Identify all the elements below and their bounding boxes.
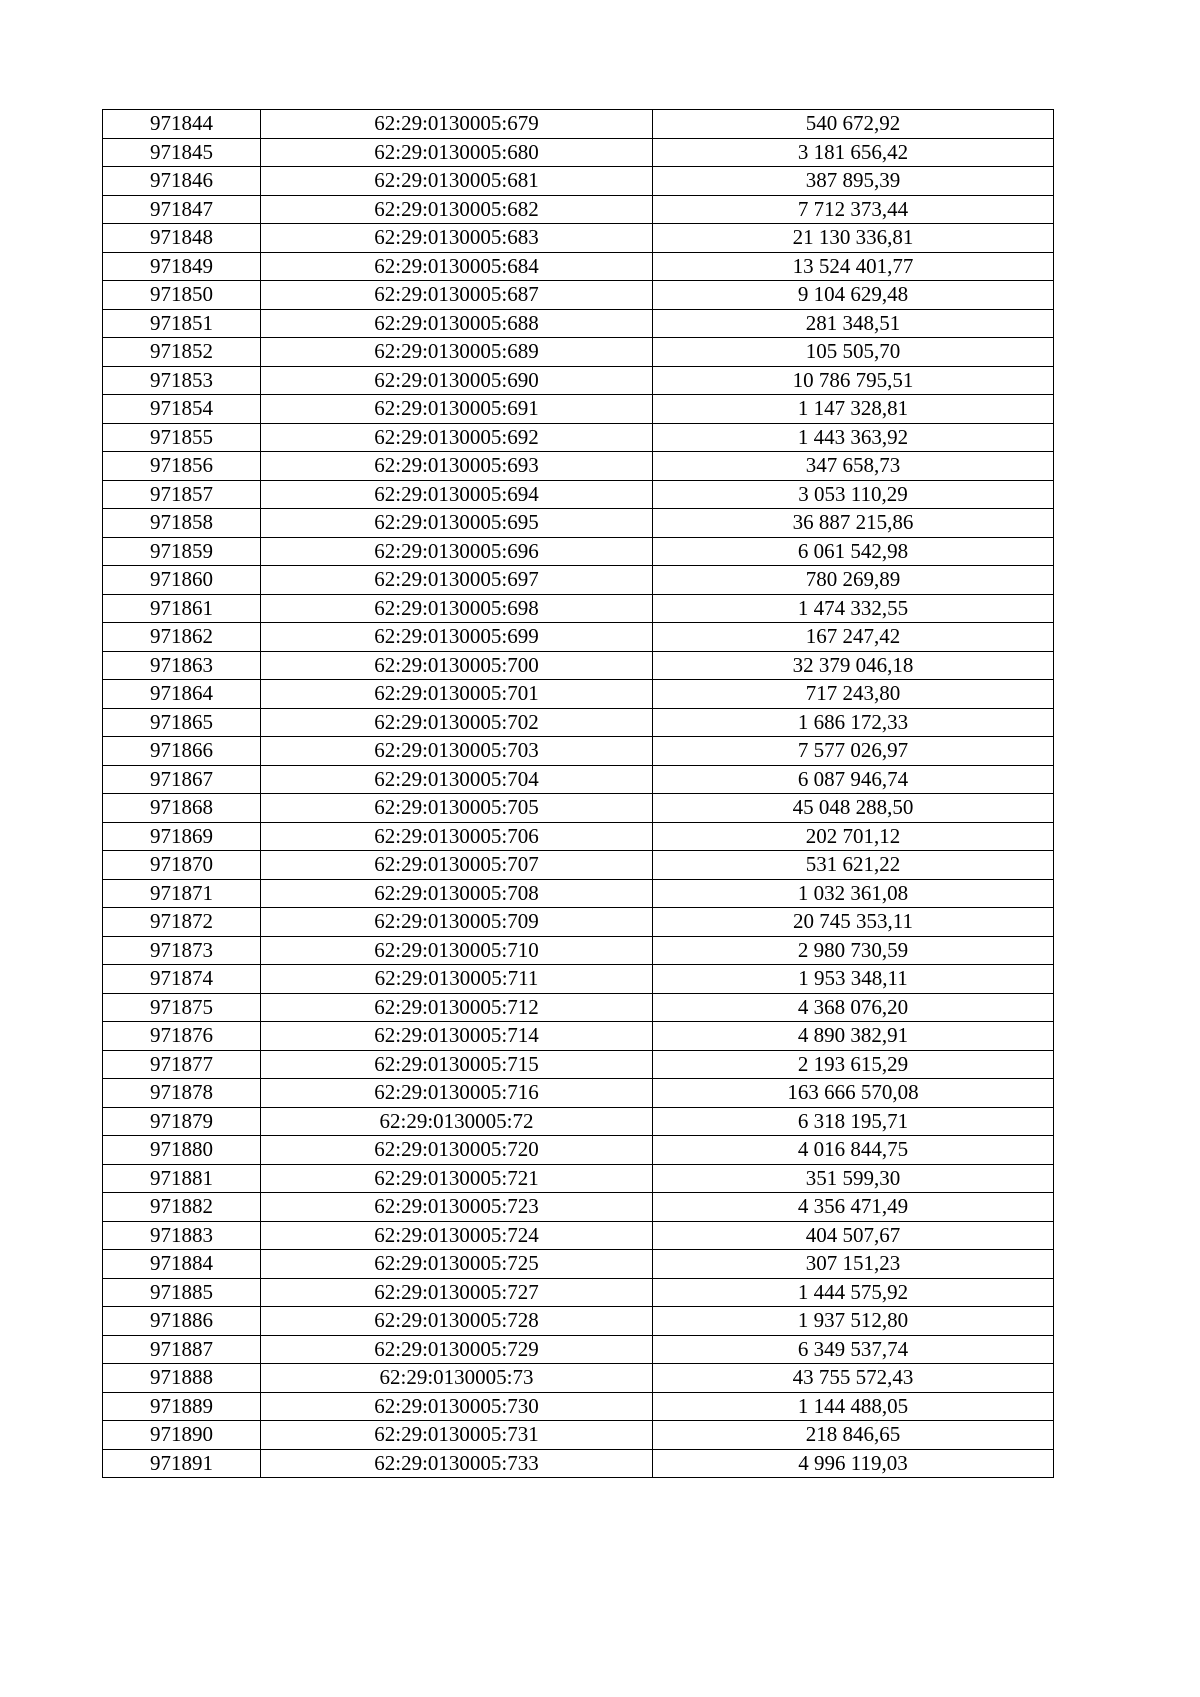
table-row — [103, 537, 1054, 566]
row-number-cell: 971846 — [103, 167, 261, 196]
table-row — [103, 1278, 1054, 1307]
table-row — [103, 224, 1054, 253]
cadastral-value-cell: 105 505,70 — [653, 338, 1054, 367]
row-number-cell: 971890 — [103, 1421, 261, 1450]
table-row — [103, 395, 1054, 424]
row-number-cell: 971856 — [103, 452, 261, 481]
cadastral-number-cell: 62:29:0130005:681 — [261, 167, 653, 196]
table-row — [103, 1250, 1054, 1279]
cadastral-number-cell: 62:29:0130005:706 — [261, 822, 653, 851]
table-row — [103, 452, 1054, 481]
row-number-cell: 971851 — [103, 309, 261, 338]
cadastral-number-cell: 62:29:0130005:716 — [261, 1079, 653, 1108]
cadastral-value-cell: 6 061 542,98 — [653, 537, 1054, 566]
row-number-cell: 971847 — [103, 195, 261, 224]
cadastral-number-cell: 62:29:0130005:692 — [261, 423, 653, 452]
cadastral-value-cell: 36 887 215,86 — [653, 509, 1054, 538]
row-number-cell: 971868 — [103, 794, 261, 823]
table-row — [103, 765, 1054, 794]
cadastral-number-cell: 62:29:0130005:730 — [261, 1392, 653, 1421]
table-row — [103, 1079, 1054, 1108]
cadastral-number-cell: 62:29:0130005:698 — [261, 594, 653, 623]
table-row — [103, 1221, 1054, 1250]
cadastral-number-cell: 62:29:0130005:689 — [261, 338, 653, 367]
row-number-cell: 971880 — [103, 1136, 261, 1165]
cadastral-number-cell: 62:29:0130005:733 — [261, 1449, 653, 1478]
cadastral-number-cell: 62:29:0130005:700 — [261, 651, 653, 680]
cadastral-value-cell: 4 890 382,91 — [653, 1022, 1054, 1051]
cadastral-number-cell: 62:29:0130005:720 — [261, 1136, 653, 1165]
table-row — [103, 110, 1054, 139]
cadastral-value-cell: 717 243,80 — [653, 680, 1054, 709]
row-number-cell: 971887 — [103, 1335, 261, 1364]
cadastral-value-cell: 6 349 537,74 — [653, 1335, 1054, 1364]
table-row — [103, 1022, 1054, 1051]
cadastral-number-cell: 62:29:0130005:714 — [261, 1022, 653, 1051]
cadastral-number-cell: 62:29:0130005:691 — [261, 395, 653, 424]
cadastral-number-cell: 62:29:0130005:728 — [261, 1307, 653, 1336]
row-number-cell: 971857 — [103, 480, 261, 509]
cadastral-value-cell: 540 672,92 — [653, 110, 1054, 139]
row-number-cell: 971849 — [103, 252, 261, 281]
cadastral-value-cell: 404 507,67 — [653, 1221, 1054, 1250]
table-row — [103, 708, 1054, 737]
table-row — [103, 1307, 1054, 1336]
table-row — [103, 1107, 1054, 1136]
cadastral-value-cell: 387 895,39 — [653, 167, 1054, 196]
cadastral-value-cell: 6 087 946,74 — [653, 765, 1054, 794]
table-row — [103, 851, 1054, 880]
table-row — [103, 138, 1054, 167]
cadastral-value-cell: 9 104 629,48 — [653, 281, 1054, 310]
cadastral-number-cell: 62:29:0130005:724 — [261, 1221, 653, 1250]
table-row — [103, 651, 1054, 680]
cadastral-number-cell: 62:29:0130005:72 — [261, 1107, 653, 1136]
row-number-cell: 971865 — [103, 708, 261, 737]
cadastral-value-cell: 163 666 570,08 — [653, 1079, 1054, 1108]
table-row — [103, 822, 1054, 851]
cadastral-number-cell: 62:29:0130005:690 — [261, 366, 653, 395]
row-number-cell: 971860 — [103, 566, 261, 595]
table-row — [103, 1136, 1054, 1165]
table-row — [103, 594, 1054, 623]
table-row — [103, 366, 1054, 395]
row-number-cell: 971863 — [103, 651, 261, 680]
cadastral-value-cell: 1 953 348,11 — [653, 965, 1054, 994]
cadastral-value-cell: 1 686 172,33 — [653, 708, 1054, 737]
table-row — [103, 879, 1054, 908]
table-row — [103, 1335, 1054, 1364]
table-row — [103, 1364, 1054, 1393]
row-number-cell: 971883 — [103, 1221, 261, 1250]
table-row — [103, 338, 1054, 367]
cadastral-value-cell: 307 151,23 — [653, 1250, 1054, 1279]
cadastral-number-cell: 62:29:0130005:715 — [261, 1050, 653, 1079]
row-number-cell: 971867 — [103, 765, 261, 794]
cadastral-number-cell: 62:29:0130005:699 — [261, 623, 653, 652]
cadastral-number-cell: 62:29:0130005:695 — [261, 509, 653, 538]
table-row — [103, 566, 1054, 595]
cadastral-value-cell: 13 524 401,77 — [653, 252, 1054, 281]
row-number-cell: 971881 — [103, 1164, 261, 1193]
table-body — [103, 110, 1054, 1478]
row-number-cell: 971872 — [103, 908, 261, 937]
cadastral-value-cell: 1 474 332,55 — [653, 594, 1054, 623]
cadastral-value-cell: 1 032 361,08 — [653, 879, 1054, 908]
table-row — [103, 737, 1054, 766]
cadastral-value-cell: 1 444 575,92 — [653, 1278, 1054, 1307]
table-row — [103, 680, 1054, 709]
cadastral-value-cell: 780 269,89 — [653, 566, 1054, 595]
cadastral-value-table — [102, 109, 1054, 1478]
cadastral-number-cell: 62:29:0130005:727 — [261, 1278, 653, 1307]
cadastral-value-cell: 4 368 076,20 — [653, 993, 1054, 1022]
table-row — [103, 281, 1054, 310]
cadastral-number-cell: 62:29:0130005:693 — [261, 452, 653, 481]
row-number-cell: 971878 — [103, 1079, 261, 1108]
cadastral-number-cell: 62:29:0130005:709 — [261, 908, 653, 937]
row-number-cell: 971885 — [103, 1278, 261, 1307]
cadastral-value-cell: 4 356 471,49 — [653, 1193, 1054, 1222]
row-number-cell: 971884 — [103, 1250, 261, 1279]
row-number-cell: 971854 — [103, 395, 261, 424]
cadastral-number-cell: 62:29:0130005:701 — [261, 680, 653, 709]
row-number-cell: 971877 — [103, 1050, 261, 1079]
row-number-cell: 971862 — [103, 623, 261, 652]
row-number-cell: 971882 — [103, 1193, 261, 1222]
row-number-cell: 971889 — [103, 1392, 261, 1421]
row-number-cell: 971844 — [103, 110, 261, 139]
row-number-cell: 971864 — [103, 680, 261, 709]
cadastral-value-cell: 281 348,51 — [653, 309, 1054, 338]
cadastral-number-cell: 62:29:0130005:683 — [261, 224, 653, 253]
cadastral-number-cell: 62:29:0130005:688 — [261, 309, 653, 338]
cadastral-value-cell: 20 745 353,11 — [653, 908, 1054, 937]
cadastral-value-cell: 3 181 656,42 — [653, 138, 1054, 167]
cadastral-value-cell: 7 577 026,97 — [653, 737, 1054, 766]
row-number-cell: 971859 — [103, 537, 261, 566]
cadastral-value-cell: 218 846,65 — [653, 1421, 1054, 1450]
cadastral-number-cell: 62:29:0130005:704 — [261, 765, 653, 794]
cadastral-value-cell: 1 937 512,80 — [653, 1307, 1054, 1336]
row-number-cell: 971850 — [103, 281, 261, 310]
cadastral-number-cell: 62:29:0130005:694 — [261, 480, 653, 509]
cadastral-number-cell: 62:29:0130005:711 — [261, 965, 653, 994]
table-row — [103, 1449, 1054, 1478]
cadastral-value-cell: 10 786 795,51 — [653, 366, 1054, 395]
table-row — [103, 1164, 1054, 1193]
cadastral-number-cell: 62:29:0130005:710 — [261, 936, 653, 965]
cadastral-number-cell: 62:29:0130005:721 — [261, 1164, 653, 1193]
row-number-cell: 971855 — [103, 423, 261, 452]
cadastral-value-cell: 6 318 195,71 — [653, 1107, 1054, 1136]
cadastral-number-cell: 62:29:0130005:725 — [261, 1250, 653, 1279]
table-row — [103, 936, 1054, 965]
table-row — [103, 423, 1054, 452]
row-number-cell: 971853 — [103, 366, 261, 395]
row-number-cell: 971871 — [103, 879, 261, 908]
row-number-cell: 971870 — [103, 851, 261, 880]
row-number-cell: 971875 — [103, 993, 261, 1022]
table-row — [103, 195, 1054, 224]
cadastral-number-cell: 62:29:0130005:680 — [261, 138, 653, 167]
cadastral-number-cell: 62:29:0130005:705 — [261, 794, 653, 823]
row-number-cell: 971866 — [103, 737, 261, 766]
cadastral-value-cell: 2 980 730,59 — [653, 936, 1054, 965]
cadastral-number-cell: 62:29:0130005:712 — [261, 993, 653, 1022]
row-number-cell: 971886 — [103, 1307, 261, 1336]
cadastral-number-cell: 62:29:0130005:697 — [261, 566, 653, 595]
cadastral-number-cell: 62:29:0130005:731 — [261, 1421, 653, 1450]
cadastral-number-cell: 62:29:0130005:687 — [261, 281, 653, 310]
cadastral-number-cell: 62:29:0130005:703 — [261, 737, 653, 766]
table-row — [103, 1421, 1054, 1450]
row-number-cell: 971876 — [103, 1022, 261, 1051]
cadastral-value-cell: 21 130 336,81 — [653, 224, 1054, 253]
table-row — [103, 623, 1054, 652]
table-row — [103, 965, 1054, 994]
cadastral-value-cell: 32 379 046,18 — [653, 651, 1054, 680]
cadastral-value-cell: 43 755 572,43 — [653, 1364, 1054, 1393]
cadastral-number-cell: 62:29:0130005:729 — [261, 1335, 653, 1364]
table-row — [103, 794, 1054, 823]
row-number-cell: 971879 — [103, 1107, 261, 1136]
row-number-cell: 971845 — [103, 138, 261, 167]
table-row — [103, 309, 1054, 338]
row-number-cell: 971891 — [103, 1449, 261, 1478]
cadastral-value-cell: 351 599,30 — [653, 1164, 1054, 1193]
cadastral-number-cell: 62:29:0130005:73 — [261, 1364, 653, 1393]
cadastral-value-cell: 202 701,12 — [653, 822, 1054, 851]
cadastral-value-cell: 2 193 615,29 — [653, 1050, 1054, 1079]
row-number-cell: 971858 — [103, 509, 261, 538]
cadastral-value-cell: 1 144 488,05 — [653, 1392, 1054, 1421]
row-number-cell: 971874 — [103, 965, 261, 994]
table-row — [103, 252, 1054, 281]
cadastral-value-cell: 4 016 844,75 — [653, 1136, 1054, 1165]
table-row — [103, 993, 1054, 1022]
table-row — [103, 1193, 1054, 1222]
row-number-cell: 971888 — [103, 1364, 261, 1393]
cadastral-number-cell: 62:29:0130005:696 — [261, 537, 653, 566]
cadastral-value-cell: 7 712 373,44 — [653, 195, 1054, 224]
table-row — [103, 480, 1054, 509]
table-row — [103, 167, 1054, 196]
cadastral-value-cell: 1 443 363,92 — [653, 423, 1054, 452]
cadastral-number-cell: 62:29:0130005:708 — [261, 879, 653, 908]
cadastral-value-cell: 1 147 328,81 — [653, 395, 1054, 424]
cadastral-value-cell: 167 247,42 — [653, 623, 1054, 652]
cadastral-value-cell: 45 048 288,50 — [653, 794, 1054, 823]
table-row — [103, 509, 1054, 538]
table-row — [103, 1392, 1054, 1421]
cadastral-number-cell: 62:29:0130005:682 — [261, 195, 653, 224]
cadastral-value-cell: 3 053 110,29 — [653, 480, 1054, 509]
row-number-cell: 971861 — [103, 594, 261, 623]
row-number-cell: 971873 — [103, 936, 261, 965]
cadastral-value-cell: 347 658,73 — [653, 452, 1054, 481]
row-number-cell: 971852 — [103, 338, 261, 367]
cadastral-number-cell: 62:29:0130005:702 — [261, 708, 653, 737]
cadastral-value-cell: 4 996 119,03 — [653, 1449, 1054, 1478]
row-number-cell: 971869 — [103, 822, 261, 851]
cadastral-number-cell: 62:29:0130005:684 — [261, 252, 653, 281]
table-row — [103, 1050, 1054, 1079]
cadastral-number-cell: 62:29:0130005:707 — [261, 851, 653, 880]
cadastral-value-cell: 531 621,22 — [653, 851, 1054, 880]
cadastral-number-cell: 62:29:0130005:723 — [261, 1193, 653, 1222]
cadastral-number-cell: 62:29:0130005:679 — [261, 110, 653, 139]
row-number-cell: 971848 — [103, 224, 261, 253]
table-row — [103, 908, 1054, 937]
